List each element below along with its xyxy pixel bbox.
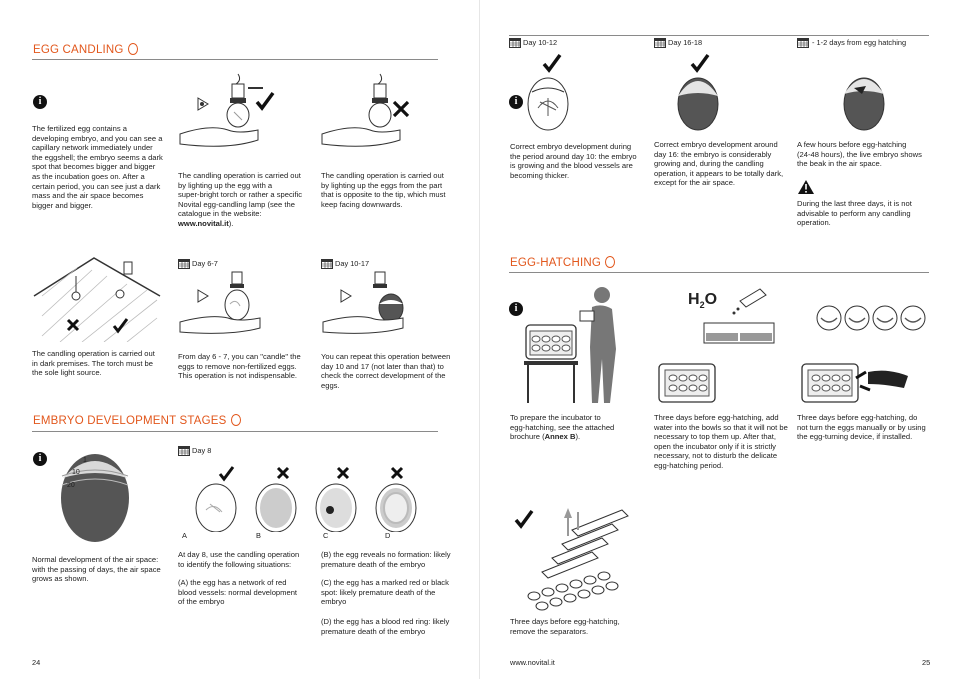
- air-label-1: 1: [83, 457, 87, 464]
- section-rule: [32, 431, 438, 432]
- egg-label-d: D: [385, 531, 391, 540]
- intro-text: The fertilized egg contains a developing embryo, and you can see a capillary network immediately under the eggshell; the embryo seems a dark spot that becomes bigger and bigger as the incubation goes on. After a certain period, you can see just a dark mass and the air space becomes bigger and bigger.: [32, 124, 163, 210]
- section-rule: [509, 272, 929, 273]
- egg-day-10-12: [522, 52, 592, 132]
- egg-d-text: (D) the egg has a blood red ring: likely premature death of the embryo: [321, 617, 450, 636]
- calendar-icon: [797, 38, 809, 48]
- warning-icon: [798, 180, 814, 194]
- turn-text: Three days before egg-hatching, do not turn the eggs manually or by using the egg-turning device, if installed.: [797, 413, 926, 442]
- day-16-18-text: Correct embryo development around day 16: the embryo is considerably growing and, during the candling operation, it appears to be totally dark, except for the air space.: [654, 140, 784, 188]
- egg-candling-title: EGG CANDLING: [33, 42, 139, 56]
- egg-label-c: C: [323, 531, 329, 540]
- cross-icon: [392, 100, 410, 118]
- egg-b-text: (B) the egg reveals no formation: likely premature death of the embryo: [321, 550, 451, 569]
- info-icon: i: [33, 95, 47, 109]
- hatch-days-label: - 1-2 days from egg hatching: [812, 38, 907, 47]
- egg-icon: [604, 255, 616, 268]
- novital-link: www.novital.it: [178, 218, 229, 228]
- page-number-right: 25: [922, 658, 931, 667]
- day-10-17-illustration: [321, 270, 431, 340]
- egg-turning-icons: [815, 300, 930, 336]
- lamp-wrong-text: The candling operation is carried out by lighting up the eggs from the part that is opposite to the tip, which must keep facing downwards.: [321, 171, 446, 209]
- dark-premises-text: The candling operation is carried out in dark premises. The torch must be the sole light source.: [32, 349, 155, 378]
- egg-icon: [230, 413, 242, 426]
- page-spine: [479, 0, 480, 679]
- warning-text: During the last three days, it is not advisable to perform any candling operation.: [797, 199, 912, 228]
- incubator-water-illustration: [655, 358, 725, 408]
- incubator-no-turning-illustration: [798, 358, 913, 410]
- website-footer[interactable]: www.novital.it: [510, 658, 555, 667]
- h2o-label: $H_2O$: [688, 291, 718, 311]
- day-16-18-label: Day 16-18: [668, 38, 703, 47]
- air-label-10: 10: [72, 469, 80, 476]
- egg-day-16-18: [672, 52, 742, 132]
- lamp-correct-text: The candling operation is carried out by lighting up the egg with a super-bright torch or rather a specific Novital egg-candling lamp (see the catalogue in the website: www.novital.it).: [178, 171, 303, 228]
- egg-hatching-day: [840, 66, 890, 132]
- embryo-stages-title: EMBRYO DEVELOPMENT STAGES: [33, 413, 242, 427]
- top-rule: [509, 35, 929, 36]
- info-icon: i: [33, 452, 47, 466]
- air-space-text: Normal development of the air space: with the passing of days, the air space grows as shown.: [32, 555, 161, 584]
- water-text: Three days before egg-hatching, add water into the bowls so that it will not be necessary to top them up. After that, open the incubator only if it is strictly necessary, not to disturb the delicate egg-hatching period.: [654, 413, 788, 470]
- prepare-text: To prepare the incubator to egg-hatching, see the attached brochure (Annex B).: [510, 413, 615, 442]
- calendar-icon: [321, 259, 333, 269]
- dark-premises-illustration: [32, 256, 162, 342]
- air-label-20: 20: [67, 482, 75, 489]
- calendar-icon: [178, 259, 190, 269]
- egg-c-text: (C) the egg has a marked red or black spot: likely premature death of the embryo: [321, 578, 449, 607]
- calendar-icon: [509, 38, 521, 48]
- section-rule: [32, 59, 438, 60]
- day-6-7-text: From day 6 - 7, you can "candle" the eggs to remove non-fertilized eggs. This operation is not indispensable.: [178, 352, 301, 381]
- check-icon: [255, 91, 275, 111]
- egg-label-b: B: [256, 531, 261, 540]
- page-number-left: 24: [32, 658, 41, 667]
- candling-correct-illustration: [178, 72, 283, 162]
- day-10-12-text: Correct embryo development during the period around day 10: the embryo is growing and the blood vessels are becoming thicker.: [510, 142, 637, 180]
- day-6-7-label: Day 6-7: [192, 259, 218, 268]
- day-10-17-label: Day 10-17: [335, 259, 370, 268]
- water-bowls-illustration: [700, 283, 780, 345]
- air-space-egg: [55, 448, 135, 543]
- separators-text: Three days before egg-hatching, remove the separators.: [510, 617, 620, 636]
- egg-a-text: (A) the egg has a network of red blood vessels: normal development of the embryo: [178, 578, 298, 607]
- day-8-eggs: [190, 460, 440, 532]
- egg-label-a: A: [182, 531, 187, 540]
- info-icon: i: [509, 95, 523, 109]
- info-icon: i: [509, 302, 523, 316]
- incubator-reading-illustration: [520, 283, 640, 405]
- few-hours-text: A few hours before egg-hatching (24-48 hours), the live embryo shows the beak in the air space.: [797, 140, 922, 169]
- day-6-7-illustration: [178, 270, 288, 340]
- day-8-label: Day 8: [192, 446, 212, 455]
- calendar-icon: [178, 446, 190, 456]
- day-8-text: At day 8, use the candling operation to identify the following situations:: [178, 550, 300, 569]
- day-10-12-label: Day 10-12: [523, 38, 558, 47]
- separators-illustration: [512, 500, 637, 615]
- calendar-icon: [654, 38, 666, 48]
- day-10-17-text: You can repeat this operation between day 10 and 17 (not later than that) to check the correct development of the eggs.: [321, 352, 451, 390]
- egg-icon: [127, 42, 139, 55]
- egg-hatching-title: EGG-HATCHING: [510, 255, 616, 269]
